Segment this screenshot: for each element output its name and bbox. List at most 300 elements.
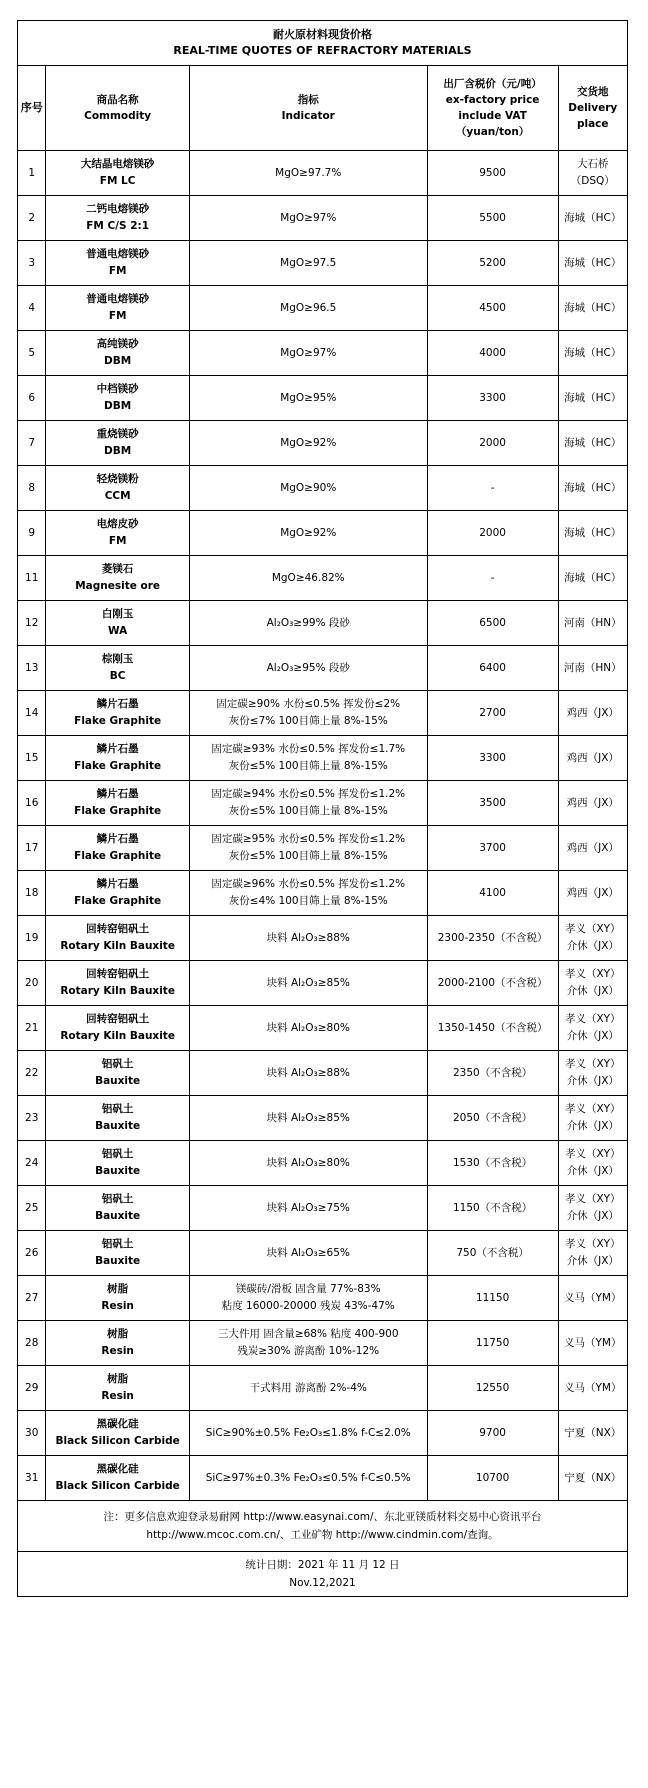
cell-ind1: 块料 Al₂O₃≥80% <box>266 1021 350 1034</box>
cell-indicator <box>189 1276 427 1321</box>
header-delivery-en1: Delivery <box>568 102 618 114</box>
table-row <box>18 601 628 646</box>
cell-no: 14 <box>18 691 46 736</box>
cell-cn: 鳞片石墨 <box>96 743 139 755</box>
cell-no: 26 <box>18 1231 46 1276</box>
cell-cn: 铝矾土 <box>101 1238 134 1250</box>
cell-del1: 河南（HN） <box>563 616 622 629</box>
cell-no: 15 <box>18 736 46 781</box>
cell-del2: 介休（JX） <box>566 1255 619 1267</box>
cell-commodity <box>46 781 189 826</box>
cell-commodity <box>46 1231 189 1276</box>
cell-del1: 河南（HN） <box>563 661 622 674</box>
cell-cn: 高纯镁砂 <box>96 338 139 350</box>
cell-cn: 铝矾土 <box>101 1103 134 1115</box>
cell-ind1: 干式料用 游离酚 2%-4% <box>249 1381 367 1394</box>
cell-cn: 铝矾土 <box>101 1058 134 1070</box>
cell-price: 2700 <box>427 691 558 736</box>
cell-ind1: MgO≥92% <box>280 436 337 449</box>
cell-no: 24 <box>18 1141 46 1186</box>
cell-price: 3500 <box>427 781 558 826</box>
cell-price: 9500 <box>427 151 558 196</box>
cell-indicator <box>189 1231 427 1276</box>
cell-ind2: 灰份≤4% 100目筛上量 8%-15% <box>228 895 388 907</box>
cell-indicator <box>189 196 427 241</box>
cell-commodity <box>46 286 189 331</box>
cell-del1: 鸡西（JX） <box>566 886 619 899</box>
cell-no: 11 <box>18 556 46 601</box>
table-row <box>18 781 628 826</box>
cell-en: Flake Graphite <box>74 850 162 862</box>
cell-del1: 孝义（XY） <box>564 1058 621 1070</box>
cell-ind1: 固定碳≥94% 水份≤0.5% 挥发份≤1.2% <box>211 788 406 800</box>
cell-price: 6500 <box>427 601 558 646</box>
cell-en: Bauxite <box>95 1075 141 1087</box>
footer-note-line1: 注：更多信息欢迎登录易耐网 http://www.easynai.com/、东北亚镁质材料交易中心资讯平台 <box>103 1511 542 1523</box>
cell-commodity <box>46 241 189 286</box>
cell-delivery <box>558 376 627 421</box>
cell-del2: 介休（JX） <box>566 940 619 952</box>
cell-del1: 海城（HC） <box>564 301 622 314</box>
cell-del1: 宁夏（NX） <box>564 1471 622 1484</box>
cell-ind1: 固定碳≥96% 水份≤0.5% 挥发份≤1.2% <box>211 878 406 890</box>
table-row <box>18 376 628 421</box>
cell-price: 4000 <box>427 331 558 376</box>
table-row <box>18 1141 628 1186</box>
price-table-container <box>17 20 628 1597</box>
cell-cn: 黑碳化硅 <box>96 1418 139 1430</box>
cell-commodity <box>46 1096 189 1141</box>
table-row <box>18 196 628 241</box>
cell-indicator <box>189 826 427 871</box>
table-row <box>18 1411 628 1456</box>
cell-commodity <box>46 916 189 961</box>
header-commodity <box>46 66 189 151</box>
cell-indicator <box>189 736 427 781</box>
cell-ind2: 灰份≤5% 100目筛上量 8%-15% <box>228 850 388 862</box>
cell-price: 10700 <box>427 1456 558 1501</box>
cell-delivery <box>558 601 627 646</box>
cell-delivery <box>558 736 627 781</box>
cell-no: 3 <box>18 241 46 286</box>
cell-no: 8 <box>18 466 46 511</box>
cell-en: DBM <box>104 445 132 457</box>
table-row <box>18 241 628 286</box>
cell-cn: 白刚玉 <box>101 608 134 620</box>
cell-indicator <box>189 646 427 691</box>
cell-cn: 铝矾土 <box>101 1193 134 1205</box>
cell-delivery <box>558 1456 627 1501</box>
cell-ind1: 块料 Al₂O₃≥75% <box>266 1201 350 1214</box>
cell-no: 19 <box>18 916 46 961</box>
cell-del1: 海城（HC） <box>564 481 622 494</box>
cell-commodity <box>46 691 189 736</box>
header-indicator-en: Indicator <box>281 110 335 122</box>
cell-cn: 轻烧镁粉 <box>96 473 139 485</box>
cell-delivery <box>558 151 627 196</box>
cell-no: 1 <box>18 151 46 196</box>
cell-commodity <box>46 871 189 916</box>
cell-price: 2050（不含税） <box>427 1096 558 1141</box>
cell-del1: 海城（HC） <box>564 211 622 224</box>
cell-ind1: MgO≥97% <box>280 211 337 224</box>
cell-commodity <box>46 1186 189 1231</box>
cell-en: DBM <box>104 355 132 367</box>
cell-ind1: 固定碳≥93% 水份≤0.5% 挥发份≤1.7% <box>211 743 406 755</box>
cell-ind2: 灰份≤7% 100目筛上量 8%-15% <box>228 715 388 727</box>
cell-ind1: 三大件用 固含量≥68% 粘度 400-900 <box>217 1328 399 1340</box>
cell-delivery <box>558 961 627 1006</box>
cell-commodity <box>46 376 189 421</box>
cell-en: Bauxite <box>95 1210 141 1222</box>
header-delivery-en2: place <box>576 118 609 130</box>
cell-cn: 铝矾土 <box>101 1148 134 1160</box>
cell-price: 3300 <box>427 376 558 421</box>
cell-commodity <box>46 1456 189 1501</box>
cell-no: 2 <box>18 196 46 241</box>
cell-commodity <box>46 421 189 466</box>
cell-cn: 鳞片石墨 <box>96 788 139 800</box>
cell-no: 20 <box>18 961 46 1006</box>
cell-ind1: 块料 Al₂O₃≥88% <box>266 931 350 944</box>
cell-ind1: 块料 Al₂O₃≥88% <box>266 1066 350 1079</box>
header-price <box>427 66 558 151</box>
cell-del1: 鸡西（JX） <box>566 796 619 809</box>
cell-en: FM C/S 2:1 <box>86 220 150 232</box>
cell-delivery <box>558 646 627 691</box>
cell-price: 6400 <box>427 646 558 691</box>
table-row <box>18 286 628 331</box>
cell-cn: 大结晶电熔镁砂 <box>80 158 155 170</box>
cell-en: Resin <box>101 1300 134 1312</box>
title-chinese: 耐火原材料现货价格 <box>273 28 372 41</box>
header-row <box>18 66 628 151</box>
cell-ind1: 块料 Al₂O₃≥85% <box>266 976 350 989</box>
cell-delivery <box>558 466 627 511</box>
cell-en: Magnesite ore <box>75 580 161 592</box>
header-delivery <box>558 66 627 151</box>
title-english: REAL-TIME QUOTES OF REFRACTORY MATERIALS <box>173 44 472 57</box>
cell-indicator <box>189 871 427 916</box>
cell-ind1: MgO≥90% <box>280 481 337 494</box>
cell-commodity <box>46 1141 189 1186</box>
cell-no: 27 <box>18 1276 46 1321</box>
cell-ind2: 灰份≤5% 100目筛上量 8%-15% <box>228 760 388 772</box>
cell-no: 4 <box>18 286 46 331</box>
cell-price: 3300 <box>427 736 558 781</box>
table-row <box>18 826 628 871</box>
cell-indicator <box>189 691 427 736</box>
table-row <box>18 1276 628 1321</box>
cell-no: 22 <box>18 1051 46 1096</box>
cell-indicator <box>189 331 427 376</box>
table-row <box>18 1231 628 1276</box>
cell-del1: 海城（HC） <box>564 391 622 404</box>
cell-no: 17 <box>18 826 46 871</box>
cell-en: BC <box>109 670 126 682</box>
cell-no: 28 <box>18 1321 46 1366</box>
cell-cn: 鳞片石墨 <box>96 833 139 845</box>
cell-indicator <box>189 286 427 331</box>
cell-del1: 海城（HC） <box>564 346 622 359</box>
cell-delivery <box>558 286 627 331</box>
cell-delivery <box>558 331 627 376</box>
cell-cn: 树脂 <box>107 1328 129 1340</box>
cell-commodity <box>46 511 189 556</box>
cell-price: 12550 <box>427 1366 558 1411</box>
stat-date-en: Nov.12,2021 <box>289 1577 356 1589</box>
cell-delivery <box>558 1276 627 1321</box>
cell-del2: 介休（JX） <box>566 1075 619 1087</box>
cell-price: 11750 <box>427 1321 558 1366</box>
cell-no: 31 <box>18 1456 46 1501</box>
cell-delivery <box>558 1231 627 1276</box>
cell-ind1: SiC≥97%±0.3% Fe₂O₃≤0.5% f-C≤0.5% <box>205 1471 411 1484</box>
cell-price: 1350-1450（不含税） <box>427 1006 558 1051</box>
cell-no: 13 <box>18 646 46 691</box>
cell-commodity <box>46 1051 189 1096</box>
cell-del1: 宁夏（NX） <box>564 1426 622 1439</box>
cell-indicator <box>189 961 427 1006</box>
cell-del1: 孝义（XY） <box>564 1013 621 1025</box>
cell-commodity <box>46 1411 189 1456</box>
table-row <box>18 1321 628 1366</box>
cell-delivery <box>558 1321 627 1366</box>
cell-indicator <box>189 1456 427 1501</box>
cell-en: CCM <box>104 490 131 502</box>
cell-indicator <box>189 1321 427 1366</box>
cell-price: 2350（不含税） <box>427 1051 558 1096</box>
table-row <box>18 466 628 511</box>
cell-cn: 回转窑铝矾土 <box>86 923 150 935</box>
cell-no: 21 <box>18 1006 46 1051</box>
cell-indicator <box>189 556 427 601</box>
table-row <box>18 421 628 466</box>
cell-price: 4100 <box>427 871 558 916</box>
cell-indicator <box>189 466 427 511</box>
cell-price: 11150 <box>427 1276 558 1321</box>
cell-del2: 介休（JX） <box>566 1030 619 1042</box>
cell-ind1: 固定碳≥90% 水份≤0.5% 挥发份≤2% <box>216 698 401 710</box>
cell-del1: 孝义（XY） <box>564 968 621 980</box>
header-indicator <box>189 66 427 151</box>
cell-commodity <box>46 1321 189 1366</box>
cell-ind2: 残炭≥30% 游离酚 10%-12% <box>237 1345 380 1357</box>
cell-en: FM <box>108 535 127 547</box>
cell-en: FM LC <box>99 175 136 187</box>
cell-del1: 孝义（XY） <box>564 1103 621 1115</box>
cell-del1: 义马（YM） <box>564 1381 622 1394</box>
cell-cn: 二钙电熔镁砂 <box>86 203 150 215</box>
cell-commodity <box>46 151 189 196</box>
cell-indicator <box>189 241 427 286</box>
cell-delivery <box>558 511 627 556</box>
cell-delivery <box>558 421 627 466</box>
cell-price: 5200 <box>427 241 558 286</box>
header-price-line4: （yuan/ton） <box>455 126 530 138</box>
cell-delivery <box>558 916 627 961</box>
cell-delivery <box>558 1141 627 1186</box>
cell-en: Rotary Kiln Bauxite <box>60 985 175 997</box>
cell-ind1: MgO≥97.5 <box>280 256 337 269</box>
cell-price: 9700 <box>427 1411 558 1456</box>
cell-price: - <box>427 556 558 601</box>
table-row <box>18 1051 628 1096</box>
cell-del1: 孝义（XY） <box>564 1148 621 1160</box>
cell-en: Flake Graphite <box>74 760 162 772</box>
cell-no: 9 <box>18 511 46 556</box>
cell-indicator <box>189 421 427 466</box>
cell-cn: 棕刚玉 <box>101 653 134 665</box>
cell-ind1: 块料 Al₂O₃≥85% <box>266 1111 350 1124</box>
cell-delivery <box>558 556 627 601</box>
cell-ind1: MgO≥95% <box>280 391 337 404</box>
cell-del2: （DSQ） <box>570 175 615 187</box>
header-commodity-en: Commodity <box>84 110 152 122</box>
table-row <box>18 1366 628 1411</box>
cell-cn: 普通电熔镁砂 <box>86 293 150 305</box>
cell-no: 29 <box>18 1366 46 1411</box>
cell-no: 12 <box>18 601 46 646</box>
cell-no: 25 <box>18 1186 46 1231</box>
cell-cn: 黑碳化硅 <box>96 1463 139 1475</box>
table-row <box>18 1456 628 1501</box>
cell-ind1: SiC≥90%±0.5% Fe₂O₃≤1.8% f-C≤2.0% <box>205 1426 411 1439</box>
cell-del1: 海城（HC） <box>564 526 622 539</box>
cell-cn: 普通电熔镁砂 <box>86 248 150 260</box>
cell-ind1: Al₂O₃≥99% 段砂 <box>266 616 350 629</box>
cell-delivery <box>558 1411 627 1456</box>
cell-ind1: 块料 Al₂O₃≥80% <box>266 1156 350 1169</box>
cell-ind1: 固定碳≥95% 水份≤0.5% 挥发份≤1.2% <box>211 833 406 845</box>
cell-en: Flake Graphite <box>74 805 162 817</box>
cell-en: WA <box>108 625 128 637</box>
price-table <box>17 20 628 1597</box>
cell-commodity <box>46 1006 189 1051</box>
cell-indicator <box>189 511 427 556</box>
cell-no: 18 <box>18 871 46 916</box>
cell-en: FM <box>108 265 127 277</box>
cell-delivery <box>558 1186 627 1231</box>
cell-ind1: MgO≥97.7% <box>275 166 342 179</box>
cell-del1: 义马（YM） <box>564 1291 622 1304</box>
footer-row <box>18 1501 628 1552</box>
cell-del2: 介休（JX） <box>566 985 619 997</box>
cell-en: Black Silicon Carbide <box>55 1435 180 1447</box>
cell-ind1: MgO≥96.5 <box>280 301 337 314</box>
cell-indicator <box>189 1186 427 1231</box>
cell-cn: 树脂 <box>107 1283 129 1295</box>
table-row <box>18 691 628 736</box>
cell-no: 5 <box>18 331 46 376</box>
cell-price: 2300-2350（不含税） <box>427 916 558 961</box>
cell-cn: 回转窑铝矾土 <box>86 1013 150 1025</box>
table-row <box>18 1186 628 1231</box>
cell-ind1: MgO≥92% <box>280 526 337 539</box>
cell-en: Bauxite <box>95 1255 141 1267</box>
cell-delivery <box>558 691 627 736</box>
cell-del1: 孝义（XY） <box>564 1238 621 1250</box>
cell-commodity <box>46 466 189 511</box>
cell-cn: 电熔皮砂 <box>96 518 139 530</box>
cell-delivery <box>558 1366 627 1411</box>
cell-delivery <box>558 1051 627 1096</box>
footer-note <box>18 1501 628 1552</box>
cell-en: DBM <box>104 400 132 412</box>
cell-no: 6 <box>18 376 46 421</box>
cell-indicator <box>189 1141 427 1186</box>
cell-cn: 回转窑铝矾土 <box>86 968 150 980</box>
table-row <box>18 1096 628 1141</box>
cell-indicator <box>189 781 427 826</box>
cell-en: Rotary Kiln Bauxite <box>60 940 175 952</box>
cell-en: Resin <box>101 1345 134 1357</box>
cell-ind1: MgO≥46.82% <box>271 571 345 584</box>
cell-commodity <box>46 1276 189 1321</box>
table-row <box>18 916 628 961</box>
cell-indicator <box>189 151 427 196</box>
cell-del1: 孝义（XY） <box>564 1193 621 1205</box>
cell-en: Bauxite <box>95 1120 141 1132</box>
table-row <box>18 871 628 916</box>
cell-commodity <box>46 646 189 691</box>
cell-ind2: 粘度 16000-20000 残炭 43%-47% <box>221 1300 395 1312</box>
header-delivery-cn: 交货地 <box>577 86 609 98</box>
cell-cn: 树脂 <box>107 1373 129 1385</box>
cell-ind1: 镁碳砖/滑板 固含量 77%-83% <box>235 1283 381 1295</box>
cell-commodity <box>46 601 189 646</box>
cell-price: 5500 <box>427 196 558 241</box>
cell-no: 30 <box>18 1411 46 1456</box>
cell-commodity <box>46 556 189 601</box>
cell-del1: 海城（HC） <box>564 436 622 449</box>
cell-delivery <box>558 826 627 871</box>
cell-ind1: Al₂O₃≥95% 段砂 <box>266 661 350 674</box>
cell-indicator <box>189 376 427 421</box>
cell-del1: 鸡西（JX） <box>566 841 619 854</box>
cell-en: FM <box>108 310 127 322</box>
header-commodity-cn: 商品名称 <box>96 94 139 106</box>
cell-commodity <box>46 196 189 241</box>
cell-delivery <box>558 241 627 286</box>
cell-indicator <box>189 1366 427 1411</box>
cell-delivery <box>558 196 627 241</box>
stat-date <box>18 1552 628 1597</box>
cell-indicator <box>189 1006 427 1051</box>
cell-no: 23 <box>18 1096 46 1141</box>
cell-cn: 菱镁石 <box>101 563 134 575</box>
cell-ind2: 灰份≤5% 100目筛上量 8%-15% <box>228 805 388 817</box>
header-price-line3: include VAT <box>458 110 527 122</box>
cell-del2: 介休（JX） <box>566 1210 619 1222</box>
header-indicator-cn: 指标 <box>297 94 319 106</box>
table-row <box>18 511 628 556</box>
cell-indicator <box>189 601 427 646</box>
cell-delivery <box>558 1006 627 1051</box>
cell-en: Resin <box>101 1390 134 1402</box>
table-row <box>18 961 628 1006</box>
cell-del1: 鸡西（JX） <box>566 751 619 764</box>
table-row <box>18 556 628 601</box>
table-title <box>18 21 628 66</box>
cell-price: 3700 <box>427 826 558 871</box>
cell-price: - <box>427 466 558 511</box>
cell-en: Flake Graphite <box>74 895 162 907</box>
cell-commodity <box>46 1366 189 1411</box>
cell-en: Black Silicon Carbide <box>55 1480 180 1492</box>
header-price-line1: 出厂含税价（元/吨） <box>443 78 542 90</box>
cell-ind1: MgO≥97% <box>280 346 337 359</box>
